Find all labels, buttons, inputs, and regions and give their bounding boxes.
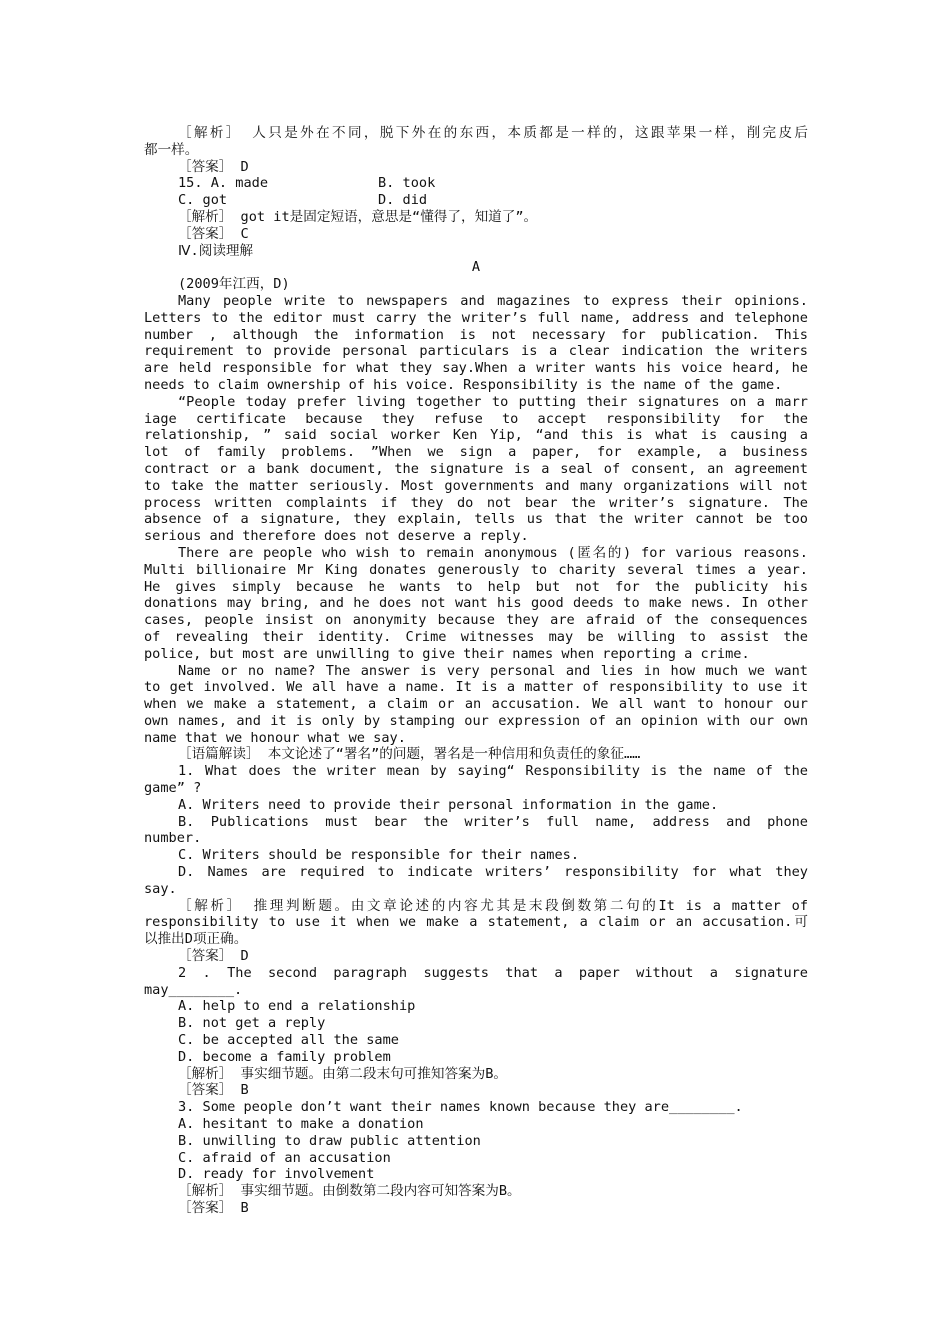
- text-line: C. be accepted all the same: [178, 1032, 399, 1049]
- text-line: number.: [144, 830, 202, 847]
- text-line: A. Writers need to provide their personal information in the game.: [178, 796, 719, 813]
- text-line: needs to claim ownership of his voice. Responsibility is the name of the game.: [144, 376, 783, 393]
- text-line: Many people write to newspapers and magazines to express their opinions.: [178, 292, 808, 309]
- text-line: ［解析］ 事实细节题。由倒数第二段内容可知答案为B。: [178, 1183, 521, 1200]
- text-line: ［解析］ got it是固定短语，意思是“懂得了，知道了”。: [178, 208, 538, 225]
- text-line: ［解析］ 事实细节题。由第二段末句可推知答案为B。: [178, 1065, 508, 1082]
- text-line: may________.: [144, 981, 243, 998]
- text-line: There are people who wish to remain anonymous (匿名的) for various reasons.: [178, 544, 808, 561]
- text-line: ［解析］ 人只是外在不同，脱下外在的东西，本质都是一样的，这跟苹果一样，削完皮后: [178, 125, 808, 141]
- document-body: [144, 125, 808, 1217]
- text-line: ［解析］ 推理判断题。由文章论述的内容尤其是末段倒数第二句的It is a matter of: [178, 897, 808, 914]
- text-line: say.: [144, 880, 177, 897]
- text-line: C. afraid of an accusation: [178, 1149, 391, 1166]
- text-line: ［答案］ D: [178, 948, 249, 965]
- text-line: lot of family problems. ”When we sign a paper, for example, a business: [144, 444, 808, 461]
- text-line: ［答案］ C: [178, 225, 249, 242]
- text-line: Name or no name? The answer is very personal and lies in how much we want: [178, 662, 808, 679]
- text-line: 1. What does the writer mean by saying“ Responsibility is the name of the: [178, 763, 808, 780]
- text-line: relationship, ” said social worker Ken Yip, “and this is what is causing a: [144, 427, 808, 444]
- text-line: [144, 175, 808, 192]
- text-line: A. help to end a relationship: [178, 998, 416, 1015]
- text-line: police, but most are unwilling to give their names when reporting a crime.: [144, 645, 750, 662]
- text-line: [144, 192, 808, 209]
- text-line: B. not get a reply: [178, 1015, 326, 1032]
- text-line: game” ?: [144, 780, 202, 797]
- option-right: B. took: [378, 175, 436, 192]
- text-line: D. Names are required to indicate writers’ responsibility for what they: [178, 864, 808, 881]
- text-line: Letters to the editor must carry the writer’s full name, address and telephone: [144, 309, 808, 326]
- text-line: absence of a signature, they explain, tells us that the writer cannot be too: [144, 511, 808, 528]
- text-line: D. become a family problem: [178, 1048, 391, 1065]
- option-right: D. did: [378, 192, 428, 209]
- option-left: 15. A. made: [178, 175, 269, 192]
- text-line: name that we honour what we say.: [144, 729, 406, 746]
- text-line: A: [471, 259, 481, 276]
- text-line: contract or a bank document, the signature is a seal of consent, an agreement: [144, 460, 808, 477]
- text-line: requirement to provide personal particulars is a clear indication the writers: [144, 343, 808, 360]
- text-line: D. ready for involvement: [178, 1166, 375, 1183]
- text-line: iage certificate because they refuse to accept responsibility for the: [144, 410, 808, 427]
- text-line: are held responsible for what they say.When a writer wants his voice heard, he: [144, 360, 808, 377]
- text-line: Multi billionaire Mr King donates generously to charity several times a year.: [144, 561, 808, 578]
- text-line: He gives simply because he wants to help but not for the publicity his: [144, 578, 808, 595]
- text-line: Ⅳ.阅读理解: [178, 242, 254, 259]
- text-line: process written complaints if they do not bear the writer’s signature. The: [144, 494, 808, 511]
- option-left: C. got: [178, 192, 228, 209]
- text-line: cases, people insist on anonymity because they are afraid of the consequences: [144, 612, 808, 629]
- text-line: 都一样。: [144, 141, 199, 158]
- text-line: ［答案］ B: [178, 1200, 249, 1216]
- text-line: when we make a statement, a claim or an accusation. We all want to honour our: [144, 696, 808, 713]
- text-line: A. hesitant to make a donation: [178, 1116, 424, 1133]
- text-line: 2 . The second paragraph suggests that a paper without a signature: [178, 964, 808, 981]
- text-line: “People today prefer living together to putting their signatures on a marr: [178, 393, 808, 410]
- text-line: responsibility to use it when we make a statement, a claim or an accusation.可: [144, 914, 808, 931]
- text-line: serious and therefore does not deserve a reply.: [144, 528, 529, 545]
- text-line: B. unwilling to draw public attention: [178, 1132, 481, 1149]
- text-line: ［答案］ D: [178, 158, 249, 175]
- text-line: to take the matter seriously. Most governments and many organizations will not: [144, 477, 808, 494]
- text-line: C. Writers should be responsible for their names.: [178, 847, 580, 864]
- text-line: to get involved. We all have a name. It is a matter of responsibility to use it: [144, 679, 808, 696]
- text-line: number , although the information is not necessary for publication. This: [144, 326, 808, 343]
- text-line: ［答案］ B: [178, 1082, 249, 1099]
- text-line: of revealing their identity. Crime witnesses may be willing to assist the: [144, 628, 808, 645]
- text-line: donations may bring, and he does not want his good deeds to make news. In other: [144, 595, 808, 612]
- text-line: own names, and it is only by stamping our expression of an opinion with our own: [144, 712, 808, 729]
- text-line: B. Publications must bear the writer’s full name, address and phone: [178, 813, 808, 830]
- text-line: 以推出D项正确。: [144, 931, 248, 948]
- text-line: (2009年江西，D): [178, 276, 290, 293]
- text-line: 3. Some people don’t want their names known because they are________.: [178, 1099, 743, 1116]
- text-line: ［语篇解读］ 本文论述了“署名”的问题，署名是一种信用和负责任的象征……: [178, 746, 641, 763]
